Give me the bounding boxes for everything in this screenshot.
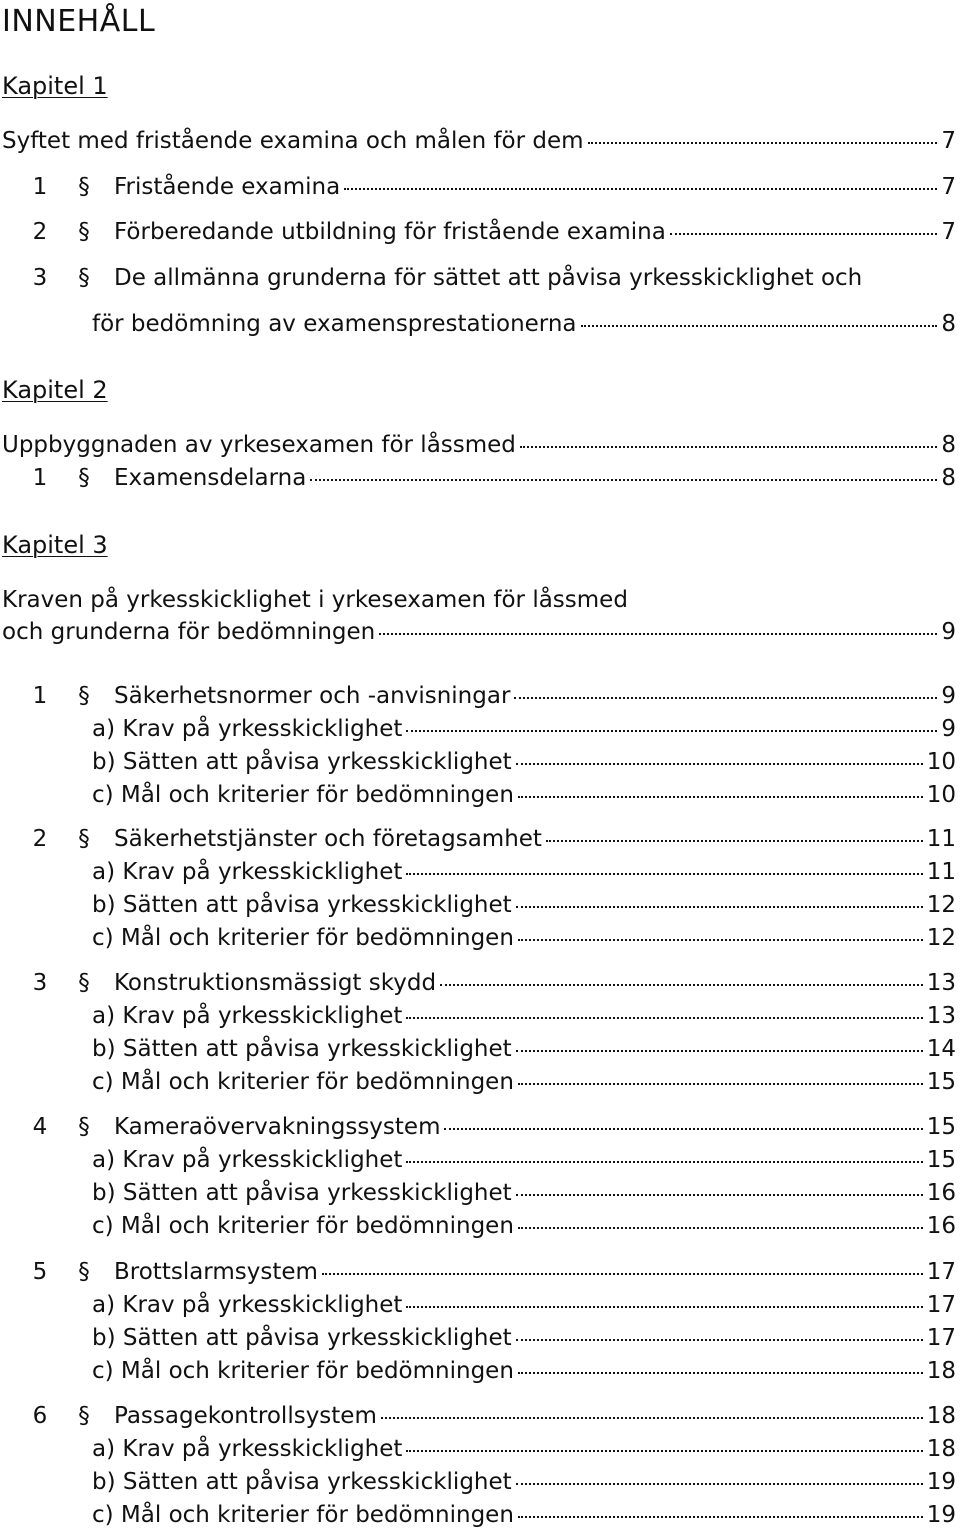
toc-entry-text: De allmänna grunderna för sättet att påvisa yrkesskicklighet och <box>114 265 863 291</box>
page-number: 12 <box>926 925 956 951</box>
toc-entry-text: Passagekontrollsystem <box>114 1403 377 1429</box>
page-title: INNEHÅLL <box>2 4 156 39</box>
page-number: 8 <box>941 465 956 491</box>
page-number: 15 <box>926 1147 956 1173</box>
toc-subentry[interactable] <box>92 1177 956 1209</box>
toc-entry-text: b) Sätten att påvisa yrkesskicklighet <box>92 1180 512 1206</box>
toc-entry-text: Examensdelarna <box>114 465 307 491</box>
toc-section[interactable] <box>26 1256 956 1288</box>
toc-subentry[interactable] <box>92 1466 956 1498</box>
section-number: 3 <box>32 970 48 996</box>
page-number: 19 <box>926 1502 956 1528</box>
chapter-heading-1[interactable]: Kapitel 1 <box>2 72 108 100</box>
toc-subentry[interactable] <box>92 746 956 778</box>
toc-entry-text: b) Sätten att påvisa yrkesskicklighet <box>92 1036 512 1062</box>
toc-entry-text: c) Mål och kriterier för bedömningen <box>92 1358 514 1384</box>
toc-subentry[interactable] <box>92 1499 956 1531</box>
toc-entry[interactable] <box>26 262 862 294</box>
toc-entry-text: a) Krav på yrkesskicklighet <box>92 1436 403 1462</box>
toc-entry-text: b) Sätten att påvisa yrkesskicklighet <box>92 1325 512 1351</box>
dot-leader <box>516 1483 923 1485</box>
toc-section[interactable] <box>26 1400 956 1432</box>
dot-leader <box>406 873 922 875</box>
toc-subentry[interactable] <box>92 713 956 745</box>
toc-entry-text: a) Krav på yrkesskicklighet <box>92 859 403 885</box>
dot-leader <box>406 1161 922 1163</box>
toc-subentry[interactable] <box>92 1144 956 1176</box>
page-number: 12 <box>926 892 956 918</box>
dot-leader <box>518 939 923 941</box>
dot-leader <box>516 763 923 765</box>
dot-leader <box>670 233 938 235</box>
toc-entry-text: Konstruktionsmässigt skydd <box>114 970 437 996</box>
toc-entry[interactable] <box>26 462 956 494</box>
dot-leader <box>310 479 937 481</box>
page-number: 16 <box>926 1213 956 1239</box>
toc-subentry[interactable] <box>92 1210 956 1242</box>
toc-entry[interactable] <box>26 216 956 248</box>
section-symbol: § <box>78 174 90 200</box>
page-number: 13 <box>926 1003 956 1029</box>
toc-entry-text: Brottslarmsystem <box>114 1259 318 1285</box>
toc-subentry[interactable] <box>92 1000 956 1032</box>
toc-entry-text: Uppbyggnaden av yrkesexamen för låssmed <box>2 432 516 458</box>
dot-leader <box>581 325 938 327</box>
toc-section[interactable] <box>26 967 956 999</box>
dot-leader <box>516 1339 923 1341</box>
toc-entry-text: a) Krav på yrkesskicklighet <box>92 1147 403 1173</box>
section-number: 6 <box>32 1403 48 1429</box>
toc-entry-text: Säkerhetsnormer och -anvisningar <box>114 683 511 709</box>
page-number: 17 <box>926 1259 956 1285</box>
toc-entry-text: Syftet med fristående examina och målen för dem <box>2 128 584 154</box>
toc-entry-text: a) Krav på yrkesskicklighet <box>92 1003 403 1029</box>
page-number: 10 <box>926 782 956 808</box>
dot-leader <box>379 633 937 635</box>
toc-subentry[interactable] <box>92 1322 956 1354</box>
dot-leader <box>516 1194 923 1196</box>
page-number: 15 <box>926 1069 956 1095</box>
section-number: 4 <box>32 1114 48 1140</box>
toc-subentry[interactable] <box>92 1355 956 1387</box>
section-symbol: § <box>78 970 90 996</box>
page-number: 18 <box>926 1436 956 1462</box>
chapter-intro: Kraven på yrkesskicklighet i yrkesexamen för låssmed <box>2 587 628 613</box>
dot-leader <box>406 1017 922 1019</box>
toc-section[interactable] <box>26 680 956 712</box>
toc-subentry[interactable] <box>92 856 956 888</box>
page-number: 14 <box>926 1036 956 1062</box>
page-number: 8 <box>941 432 956 458</box>
toc-subentry[interactable] <box>92 889 956 921</box>
toc-entry-text: c) Mål och kriterier för bedömningen <box>92 1069 514 1095</box>
dot-leader <box>518 1227 923 1229</box>
toc-entry-text: c) Mål och kriterier för bedömningen <box>92 782 514 808</box>
section-number: 1 <box>32 465 48 491</box>
dot-leader <box>546 840 923 842</box>
dot-leader <box>322 1273 923 1275</box>
toc-entry-text: Förberedande utbildning för fristående examina <box>114 219 666 245</box>
toc-entry[interactable] <box>2 429 956 461</box>
page-number: 16 <box>926 1180 956 1206</box>
section-symbol: § <box>78 465 90 491</box>
section-symbol: § <box>78 1259 90 1285</box>
page-number: 10 <box>926 749 956 775</box>
section-number: 2 <box>32 826 48 852</box>
page-number: 7 <box>941 128 956 154</box>
toc-entry-text: Fristående examina <box>114 174 341 200</box>
toc-subentry[interactable] <box>92 922 956 954</box>
dot-leader <box>518 1083 923 1085</box>
toc-section[interactable] <box>26 1111 956 1143</box>
toc-entry-text: c) Mål och kriterier för bedömningen <box>92 925 514 951</box>
page-number: 17 <box>926 1292 956 1318</box>
dot-leader <box>516 1050 923 1052</box>
section-number: 1 <box>32 683 48 709</box>
dot-leader <box>518 1516 923 1518</box>
page-number: 7 <box>941 219 956 245</box>
chapter-heading-3[interactable]: Kapitel 3 <box>2 531 108 559</box>
section-symbol: § <box>78 219 90 245</box>
toc-entry[interactable] <box>2 616 956 648</box>
page-number: 7 <box>941 174 956 200</box>
dot-leader <box>381 1417 923 1419</box>
dot-leader <box>516 906 923 908</box>
toc-entry-text: c) Mål och kriterier för bedömningen <box>92 1213 514 1239</box>
toc-subentry[interactable] <box>92 1289 956 1321</box>
page-number: 9 <box>941 619 956 645</box>
toc-entry-text: för bedömning av examensprestationerna <box>92 311 577 337</box>
page-number: 18 <box>926 1358 956 1384</box>
dot-leader <box>406 730 937 732</box>
section-symbol: § <box>78 1403 90 1429</box>
section-symbol: § <box>78 683 90 709</box>
toc-entry-text: c) Mål och kriterier för bedömningen <box>92 1502 514 1528</box>
dot-leader <box>444 1128 922 1130</box>
page-number: 9 <box>941 716 956 742</box>
toc-section[interactable] <box>26 823 956 855</box>
dot-leader <box>518 796 923 798</box>
toc-entry[interactable] <box>2 125 956 157</box>
toc-entry-text: b) Sätten att påvisa yrkesskicklighet <box>92 749 512 775</box>
toc-subentry[interactable] <box>92 1433 956 1465</box>
dot-leader <box>406 1306 922 1308</box>
section-number: 1 <box>32 174 48 200</box>
page-number: 11 <box>926 859 956 885</box>
page-number: 18 <box>926 1403 956 1429</box>
toc-subentry[interactable] <box>92 779 956 811</box>
toc-entry-text: a) Krav på yrkesskicklighet <box>92 716 403 742</box>
section-number: 2 <box>32 219 48 245</box>
toc-subentry[interactable] <box>92 1066 956 1098</box>
chapter-heading-2[interactable]: Kapitel 2 <box>2 376 108 404</box>
page-number: 13 <box>926 970 956 996</box>
page-number: 9 <box>941 683 956 709</box>
toc-entry-continuation[interactable] <box>92 308 956 340</box>
dot-leader <box>588 142 938 144</box>
dot-leader <box>520 446 937 448</box>
page-number: 15 <box>926 1114 956 1140</box>
toc-entry-text: och grunderna för bedömningen <box>2 619 376 645</box>
section-number: 5 <box>32 1259 48 1285</box>
dot-leader <box>514 697 937 699</box>
toc-entry-text: a) Krav på yrkesskicklighet <box>92 1292 403 1318</box>
section-symbol: § <box>78 1114 90 1140</box>
dot-leader <box>344 188 937 190</box>
toc-entry-text: b) Sätten att påvisa yrkesskicklighet <box>92 1469 512 1495</box>
dot-leader <box>518 1372 923 1374</box>
toc-entry-text: b) Sätten att påvisa yrkesskicklighet <box>92 892 512 918</box>
toc-entry-text: Säkerhetstjänster och företagsamhet <box>114 826 542 852</box>
section-symbol: § <box>78 826 90 852</box>
page-number: 19 <box>926 1469 956 1495</box>
section-number: 3 <box>32 265 48 291</box>
toc-entry[interactable] <box>26 171 956 203</box>
page-number: 17 <box>926 1325 956 1351</box>
section-symbol: § <box>78 265 90 291</box>
toc-entry-text: Kameraövervakningssystem <box>114 1114 441 1140</box>
page-number: 11 <box>926 826 956 852</box>
page-number: 8 <box>941 311 956 337</box>
toc-subentry[interactable] <box>92 1033 956 1065</box>
dot-leader <box>406 1450 922 1452</box>
dot-leader <box>440 984 923 986</box>
